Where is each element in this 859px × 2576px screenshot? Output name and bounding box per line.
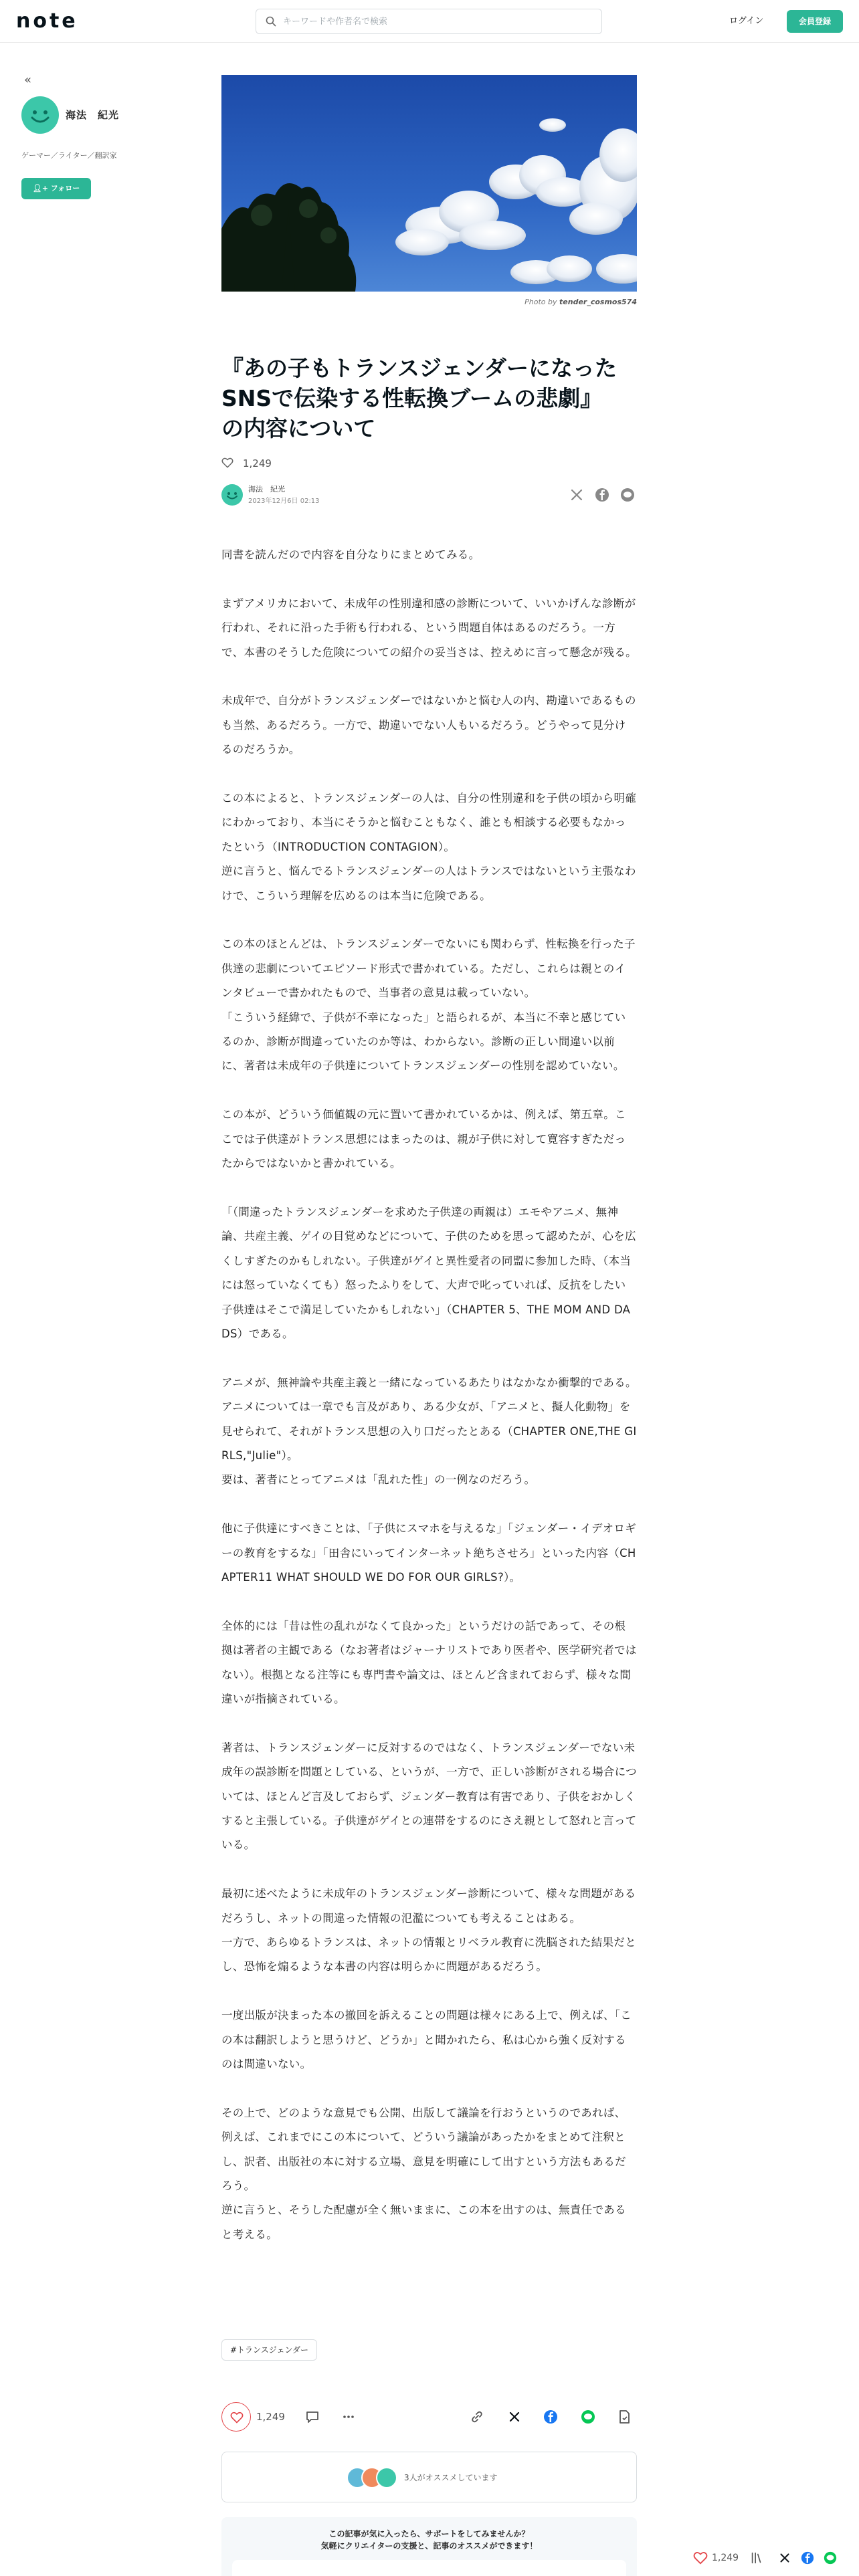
support-submessage: 気軽にクリエイターの支援と、記事のオススメができます！ [320,2541,538,2551]
recommender-avatars [347,2467,400,2488]
paragraph: 最初に述べたように未成年のトランスジェンダー診断について、様々な問題があるだろうし、ネットの間違った情報の氾濫についても考えることはある。 一方で、あらゆるトランスは、ネットの情報とリベラル教育に洗脳された結果だとし、恐怖を煽るような本書の内容は明らかに問題があるだろう。 [221,1887,636,1973]
signup-button[interactable]: 会員登録 [787,10,843,33]
facebook-share-icon[interactable] [594,487,610,503]
follow-button[interactable] [21,178,91,199]
hero-image [221,75,637,292]
site-header [0,0,859,43]
article-title: 『あの子もトランスジェンダーになった SNSで伝染する性転換ブームの悲劇』の内容について [221,355,617,441]
follow-label: フォロー [50,184,80,193]
x-share-icon[interactable] [569,487,585,503]
paragraph: 全体的には「昔は性の乱れがなくて良かった」というだけの話であって、その根拠は著者の主観である（なお著者はジャーナリストであり医者や、医学研究者ではない）。根拠となる注等にも専門書や論文は、ほとんど含まれておらず、様々な間違いが指摘されている。 [221,1619,637,1705]
sky-tree-illustration [221,75,637,292]
login-button[interactable]: ログイン [729,16,764,26]
heart-icon [230,2411,244,2424]
hashtag-transgender[interactable]: #トランスジェンダー [221,2339,317,2361]
paragraph: この本が、どういう価値観の元に置いて書かれているかは、例えば、第五章。ここでは子供達がトランス思想にはまったのは、親が子供に対して寛容すぎただったからではないかと書かれている。 [221,1108,626,1170]
support-message: この記事が気に入ったら、サポートをしてみませんか？ [328,2529,530,2539]
like-button[interactable] [221,2402,251,2432]
share-icons-top [569,487,637,503]
recommend-box[interactable] [221,2452,637,2502]
recommender-avatar [376,2467,397,2488]
collapse-sidebar-icon[interactable]: « [24,73,32,87]
heart-icon[interactable] [693,2551,708,2565]
search-box[interactable] [256,9,602,34]
sidebar-author-bio: ゲーマー／ライター／翻訳家 [21,151,117,160]
paragraph: 著者は、トランスジェンダーに反対するのではなく、トランスジェンダーでない未成年の誤診断を問題としている、というが、一方で、正しい診断がされる場合については、ほとんど言及しておらず、ジェンダー教育は有害であり、子供をおかしくすると主張している。子供達がゲイとの連帯をするのにさえ親として怒れと言っている。 [221,1741,637,1852]
sidebar-author-name[interactable]: 海法 紀光 [66,109,120,121]
copy-link-icon[interactable] [469,2409,485,2425]
paragraph: まずアメリカにおいて、未成年の性別違和感の診断について、いいかげんな診断が行われ、それに沿った手術も行われる、という問題自体はあるのだろう。一方で、本書のそうした危険についての紹介の妥当さは、控えめに言って懸念が残る。 [221,597,637,659]
paragraph: この本のほとんどは、トランスジェンダーでないにも関わらず、性転換を行った子供達の悲劇についてエピソード形式で書かれている。ただし、これらは親とのインタビューで書かれたもので、当事者の意見は載っていない。 「こういう経緯で、子供が不幸になった」と語られるが、本当に不幸と感じているのか、診断が間違っていたのか等は、わからない。診断の正しい間違い以前に、著者は未成年の子供達についてトランスジェンダーの性別を認めていない。 [221,938,636,1073]
photo-credit-prefix: Photo by [524,298,560,306]
author-avatar[interactable] [21,96,59,134]
floating-action-bar [685,2547,852,2571]
magazine-add-icon[interactable] [749,2551,764,2565]
article-action-bar [221,2402,637,2432]
note-logo[interactable]: note [16,9,78,33]
x-share-icon[interactable] [506,2409,522,2425]
floating-like-count: 1,249 [712,2553,739,2563]
meta-author-name[interactable]: 海法 紀光 [248,485,285,494]
author-avatar-small[interactable] [221,484,243,506]
search-input[interactable] [283,9,591,33]
more-options-icon[interactable] [341,2409,357,2425]
facebook-share-icon[interactable] [800,2551,815,2565]
paragraph: 同書を読んだので内容を自分なりにまとめてみる。 [221,548,480,561]
comment-icon[interactable] [304,2409,320,2425]
paragraph: 未成年で、自分がトランスジェンダーではないかと悩む人の内、勘違いであるものも当然、あるだろう。一方で、勘違いでない人もいるだろう。どうやって見分けるのだろうか。 [221,694,636,756]
heart-icon [221,457,233,469]
support-box [221,2517,637,2576]
article-body [221,543,637,2272]
support-button-area[interactable] [232,2560,626,2576]
x-share-icon[interactable] [777,2551,792,2565]
like-count: 1,249 [243,457,272,469]
paragraph: その上で、どのような意見でも公開、出版して議論を行おうというのであれば、例えば、これまでにこの本について、どういう議論があったかをまとめて注釈とし、訳者、出版社の本に対する立場、意見を明確にして出すという方法もあるだろう。 逆に言うと、そうした配慮が全く無いままに、この本を出すのは、無責任であると考える。 [221,2106,626,2241]
publish-date: 2023年12月6日 02:13 [248,498,320,505]
paragraph: 一度出版が決まった本の撤回を訴えることの問題は様々にある上で、例えば、「この本は翻訳しようと思うけど、どうか」と聞かれたら、私は心から強く反対するのは間違いない。 [221,2009,632,2070]
like-button-count: 1,249 [256,2411,285,2423]
follow-user-icon: 👤︎+ [32,184,51,193]
line-share-icon[interactable] [823,2551,838,2565]
line-share-icon[interactable] [580,2409,596,2425]
line-share-icon[interactable] [619,487,636,503]
paragraph: この本によると、トランスジェンダーの人は、自分の性別違和を子供の頃から明確にわかっており、本当にそうかと悩むこともなく、誰とも相談する必要もなかったという（INTRODUCTION CONTAGION）。 逆に言うと、悩んでるトランスジェンダーの人はトランスではないという主張なわけで、こういう理解を広めるのは本当に危険である。 [221,792,637,902]
recommend-count-text: 3人がオススメしています [404,2473,498,2482]
paragraph: 他に子供達にすべきことは、「子供にスマホを与えるな」「ジェンダー・イデオロギーの教育をするな」「田舎にいってインターネット絶ちさせろ」といった内容（CHAPTER11 WHAT SHOULD WE DO FOR OUR GIRLS?）。 [221,1522,636,1584]
search-icon [266,16,276,27]
paragraph: アニメが、無神論や共産主義と一緒になっているあたりはなかなか衝撃的である。アニメについては一章でも言及があり、ある少女が、「アニメと、擬人化動物」を見せられて、それがトランス思想の入り口だったとある（CHAPTER ONE,THE GIRLS,"Julie"）。 要は、著者にとってアニメは「乱れた性」の一例なのだろう。 [221,1376,637,1487]
photo-credit [221,297,637,308]
paragraph: 「（間違ったトランスジェンダーを求めた子供達の両親は）エモやアニメ、無神論、共産主義、ゲイの目覚めなどについて、子供のためを思って認めたが、心を広くしすぎたのかもしれない。子供達がゲイと異性愛者の同盟に参加した時、（本当には怒っていなくても）怒ったふりをして、大声で叱っていれば、反抗をしたい子供達はそこで満足していたかもしれない」（CHAPTER 5、THE MOM AND DADS）である。 [221,1205,636,1340]
facebook-share-icon[interactable] [543,2409,559,2425]
embed-icon[interactable] [616,2409,632,2425]
photo-credit-user[interactable]: tender_cosmos574 [559,298,637,306]
